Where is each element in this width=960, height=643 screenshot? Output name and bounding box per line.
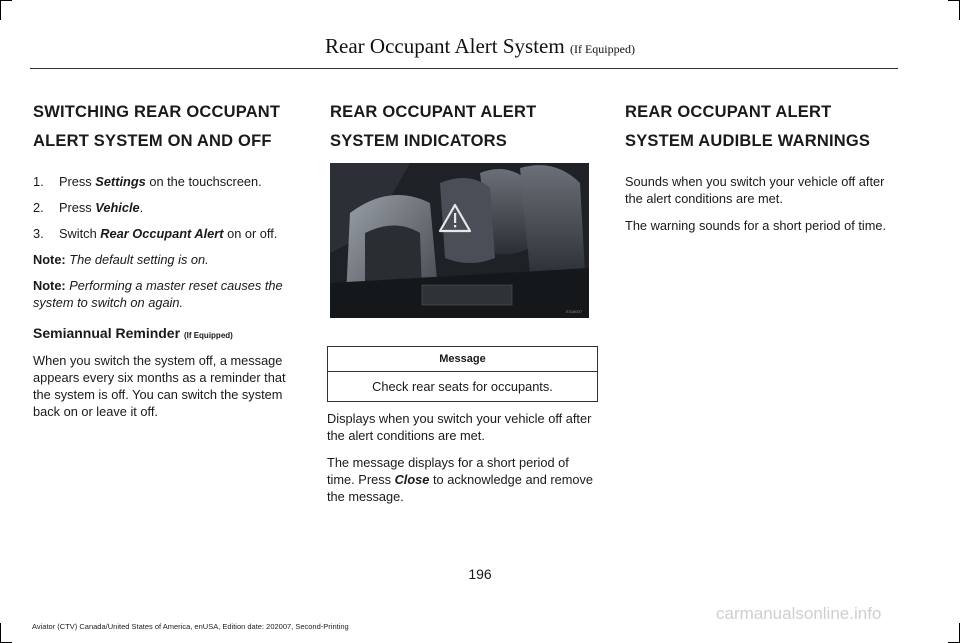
body-text: When you switch the system off, a message appears every six months as a reminder that the system is off. You can switch the system back on or leave it off. <box>33 353 286 419</box>
column-indicators <box>330 98 602 156</box>
list-item: 2. Press Vehicle. <box>33 200 144 215</box>
subheading: Semiannual Reminder (If Equipped) <box>33 325 233 341</box>
note: Note: The default setting is on. <box>33 252 209 267</box>
steps-list <box>33 173 305 242</box>
crop-mark <box>0 623 1 643</box>
crop-mark <box>0 0 12 1</box>
column-audible <box>625 98 897 234</box>
section-heading: REAR OCCUPANT ALERT SYSTEM INDICATORS <box>330 103 537 150</box>
watermark: carmanualsonline.info <box>716 604 882 623</box>
section-heading: REAR OCCUPANT ALERT SYSTEM AUDIBLE WARNINGS <box>625 103 871 150</box>
indicators-text <box>327 410 599 505</box>
header-title: Rear Occupant Alert System <box>325 34 565 58</box>
body-text: The warning sounds for a short period of time. <box>625 218 887 233</box>
section-heading: SWITCHING REAR OCCUPANT ALERT SYSTEM ON AND OFF <box>33 103 281 150</box>
table-cell: Check rear seats for occupants. <box>372 379 553 394</box>
rear-seat-illustration <box>330 163 589 318</box>
rear-seat-image <box>330 163 589 318</box>
header-subtitle: (If Equipped) <box>569 42 635 56</box>
note: Note: Performing a master reset causes the system to switch on again. <box>33 278 283 310</box>
body-text: Sounds when you switch your vehicle off after the alert conditions are met. <box>625 174 885 206</box>
list-item: 1. Press Settings on the touchscreen. <box>33 174 262 189</box>
column-switching <box>33 98 305 420</box>
page-header <box>0 34 960 59</box>
message-table <box>327 346 598 402</box>
footer-text: Aviator (CTV) Canada/United States of America, enUSA, Edition date: 202007, Second-Printing <box>32 622 349 631</box>
header-divider <box>30 68 898 69</box>
table-header: Message <box>328 347 598 372</box>
crop-mark <box>0 0 1 20</box>
body-text: Displays when you switch your vehicle off after the alert conditions are met. <box>327 411 592 443</box>
body-text: The message displays for a short period of time. Press Close to acknowledge and remove the message. <box>327 455 594 504</box>
image-code: E318007 <box>565 309 582 314</box>
page-number: 196 <box>468 566 492 582</box>
list-item: 3. Switch Rear Occupant Alert on or off. <box>33 226 278 241</box>
